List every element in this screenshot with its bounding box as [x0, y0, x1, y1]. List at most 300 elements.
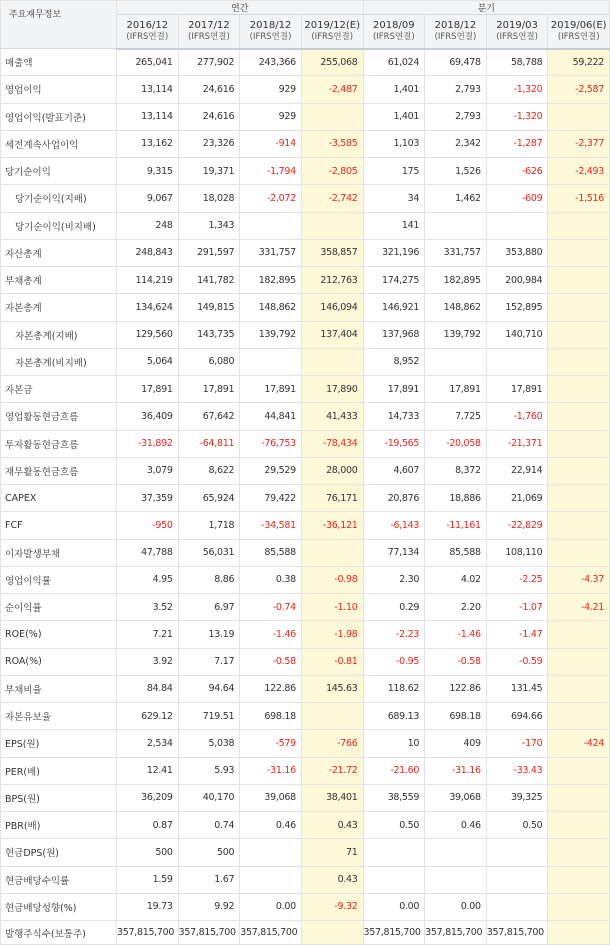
row-label[interactable]: 당기순이익(지배) — [1, 185, 117, 212]
row-label[interactable]: 당기순이익(비지배) — [1, 212, 117, 239]
table-cell: -1.07 — [486, 594, 548, 621]
table-cell: 7.17 — [178, 648, 240, 675]
column-header[interactable] — [117, 15, 179, 49]
table-row — [1, 485, 610, 512]
table-cell — [548, 103, 610, 130]
table-cell — [548, 539, 610, 566]
table-row — [1, 648, 610, 675]
table-cell: 28,000 — [301, 457, 363, 484]
row-label[interactable]: ROA(%) — [1, 648, 117, 675]
table-cell: 17,891 — [117, 376, 179, 403]
table-cell: 152,895 — [486, 294, 548, 321]
table-cell: 0.50 — [486, 812, 548, 839]
column-header[interactable] — [363, 15, 425, 49]
table-cell: 8,372 — [425, 457, 487, 484]
table-row — [1, 866, 610, 893]
table-cell — [425, 212, 487, 239]
table-cell: 148,862 — [240, 294, 302, 321]
column-period: 2017/12 — [188, 19, 230, 31]
table-row — [1, 675, 610, 702]
table-cell: -6,143 — [363, 512, 425, 539]
table-cell: 0.87 — [117, 812, 179, 839]
table-cell — [486, 348, 548, 375]
table-cell: 76,171 — [301, 485, 363, 512]
table-cell: 629.12 — [117, 703, 179, 730]
table-cell: 122.86 — [240, 675, 302, 702]
table-cell: 38,401 — [301, 784, 363, 811]
table-cell: 265,041 — [117, 49, 179, 76]
table-row — [1, 757, 610, 784]
table-cell: -2.25 — [486, 566, 548, 593]
column-period: 2018/12 — [249, 19, 292, 31]
table-cell — [548, 784, 610, 811]
table-cell: 13,114 — [117, 103, 179, 130]
table-cell: 12.41 — [117, 757, 179, 784]
table-cell: 248 — [117, 212, 179, 239]
table-cell: 2,793 — [425, 76, 487, 103]
table-cell: 9,315 — [117, 158, 179, 185]
row-label[interactable]: 자본금 — [1, 376, 117, 403]
table-cell — [548, 757, 610, 784]
table-cell — [301, 703, 363, 730]
table-cell: -21.60 — [363, 757, 425, 784]
table-row — [1, 703, 610, 730]
table-cell: 141,782 — [178, 267, 240, 294]
row-label[interactable]: 현금배당성향(%) — [1, 893, 117, 920]
table-cell: 39,068 — [425, 784, 487, 811]
table-cell: 1.59 — [117, 866, 179, 893]
table-cell: 8.86 — [178, 566, 240, 593]
column-basis: (IFRS연결) — [434, 31, 477, 42]
row-label[interactable]: 영업이익(발표기준) — [1, 103, 117, 130]
table-cell — [363, 839, 425, 866]
table-cell: 137,968 — [363, 321, 425, 348]
table-cell — [548, 921, 610, 945]
column-period: 2019/03 — [496, 19, 538, 31]
table-cell: 0.46 — [240, 812, 302, 839]
table-cell: 243,366 — [240, 49, 302, 76]
table-cell — [301, 103, 363, 130]
row-label[interactable]: 영업활동현금흐름 — [1, 403, 117, 430]
table-cell: 19.73 — [117, 893, 179, 920]
table-row — [1, 49, 610, 76]
table-row — [1, 430, 610, 457]
table-row — [1, 130, 610, 157]
row-label[interactable]: 발행주식수(보통주) — [1, 921, 117, 945]
table-cell: -914 — [240, 130, 302, 157]
table-cell: 141 — [363, 212, 425, 239]
column-period: 2019/06(E) — [550, 19, 607, 31]
column-header[interactable] — [425, 15, 487, 49]
table-cell: -2,487 — [301, 76, 363, 103]
row-label[interactable]: PBR(배) — [1, 812, 117, 839]
table-cell — [548, 621, 610, 648]
table-cell: 1,343 — [178, 212, 240, 239]
table-row — [1, 512, 610, 539]
table-cell — [240, 866, 302, 893]
table-cell: 200,984 — [486, 267, 548, 294]
table-body — [1, 49, 610, 945]
table-cell: -2,742 — [301, 185, 363, 212]
table-cell: 134,624 — [117, 294, 179, 321]
row-label[interactable]: PER(배) — [1, 757, 117, 784]
table-cell: -2,587 — [548, 76, 610, 103]
table-cell: 0.00 — [425, 893, 487, 920]
table-cell: -21,371 — [486, 430, 548, 457]
table-cell: 13,162 — [117, 130, 179, 157]
table-cell: -78,434 — [301, 430, 363, 457]
table-cell: 149,815 — [178, 294, 240, 321]
table-cell — [301, 212, 363, 239]
table-cell: -11,161 — [425, 512, 487, 539]
table-cell — [363, 866, 425, 893]
table-cell: 9.92 — [178, 893, 240, 920]
row-label[interactable]: 재무활동현금흐름 — [1, 457, 117, 484]
table-cell: -170 — [486, 730, 548, 757]
row-label[interactable]: 자본총계(지배) — [1, 321, 117, 348]
table-cell: 248,843 — [117, 239, 179, 266]
quarter-group-header: 분기 — [363, 1, 610, 15]
table-cell: 18,886 — [425, 485, 487, 512]
table-cell: 56,031 — [178, 539, 240, 566]
row-label[interactable]: 순이익률 — [1, 594, 117, 621]
table-cell: 65,924 — [178, 485, 240, 512]
table-row — [1, 376, 610, 403]
table-cell: -9.32 — [301, 893, 363, 920]
table-cell: 84.84 — [117, 675, 179, 702]
table-cell: 79,422 — [240, 485, 302, 512]
row-label[interactable]: 부채비율 — [1, 675, 117, 702]
table-cell: 14,733 — [363, 403, 425, 430]
table-cell — [548, 267, 610, 294]
column-period: 2019/12(E) — [304, 19, 361, 31]
table-cell: 114,219 — [117, 267, 179, 294]
table-cell: -950 — [117, 512, 179, 539]
table-cell: 17,891 — [240, 376, 302, 403]
table-cell: -0.98 — [301, 566, 363, 593]
column-header[interactable] — [240, 15, 302, 49]
table-cell: 10 — [363, 730, 425, 757]
table-cell — [548, 376, 610, 403]
table-cell: 148,862 — [425, 294, 487, 321]
table-cell: -22,829 — [486, 512, 548, 539]
table-row — [1, 103, 610, 130]
table-cell: 357,815,700 — [486, 921, 548, 945]
row-label[interactable]: 자본총계(비지배) — [1, 348, 117, 375]
table-cell: -4.37 — [548, 566, 610, 593]
table-cell — [301, 921, 363, 945]
table-cell: -579 — [240, 730, 302, 757]
table-cell — [548, 648, 610, 675]
table-cell: 17,891 — [486, 376, 548, 403]
column-header[interactable] — [548, 15, 610, 49]
table-cell: -34,581 — [240, 512, 302, 539]
table-cell: 139,792 — [240, 321, 302, 348]
row-label[interactable]: 투자활동현금흐름 — [1, 430, 117, 457]
table-corner-label: 주요재무정보 — [1, 1, 117, 49]
table-cell: 0.38 — [240, 566, 302, 593]
table-cell: -2,493 — [548, 158, 610, 185]
table-cell: 1,103 — [363, 130, 425, 157]
row-label[interactable]: 이자발생부채 — [1, 539, 117, 566]
table-cell: -2,377 — [548, 130, 610, 157]
table-cell — [548, 348, 610, 375]
column-header[interactable] — [178, 15, 240, 49]
table-cell: -609 — [486, 185, 548, 212]
table-cell: 1,462 — [425, 185, 487, 212]
table-row — [1, 321, 610, 348]
table-cell: -0.58 — [425, 648, 487, 675]
table-cell: 353,880 — [486, 239, 548, 266]
table-cell: 358,857 — [301, 239, 363, 266]
table-cell: -0.59 — [486, 648, 548, 675]
table-cell — [301, 348, 363, 375]
row-label[interactable]: 당기순이익 — [1, 158, 117, 185]
table-cell: -2.23 — [363, 621, 425, 648]
table-cell — [486, 866, 548, 893]
table-cell — [548, 403, 610, 430]
table-cell: -33.43 — [486, 757, 548, 784]
table-cell: 357,815,700 — [363, 921, 425, 945]
table-cell: 61,024 — [363, 49, 425, 76]
table-cell: 3.52 — [117, 594, 179, 621]
table-cell: 5,064 — [117, 348, 179, 375]
table-cell: 0.74 — [178, 812, 240, 839]
table-cell: -64,811 — [178, 430, 240, 457]
table-cell — [548, 294, 610, 321]
row-label[interactable]: 영업이익 — [1, 76, 117, 103]
table-cell: 500 — [117, 839, 179, 866]
table-cell — [548, 485, 610, 512]
table-cell: 1,401 — [363, 103, 425, 130]
table-cell: 1,718 — [178, 512, 240, 539]
table-cell: -1.10 — [301, 594, 363, 621]
table-cell: 182,895 — [425, 267, 487, 294]
table-cell: 0.43 — [301, 866, 363, 893]
table-cell: 146,094 — [301, 294, 363, 321]
table-cell — [548, 321, 610, 348]
table-row — [1, 784, 610, 811]
table-row — [1, 921, 610, 945]
table-cell: -1,320 — [486, 76, 548, 103]
table-row — [1, 294, 610, 321]
table-cell — [548, 457, 610, 484]
table-cell: 182,895 — [240, 267, 302, 294]
table-cell: 37,359 — [117, 485, 179, 512]
table-cell: 8,952 — [363, 348, 425, 375]
table-cell: -1,760 — [486, 403, 548, 430]
table-cell: 212,763 — [301, 267, 363, 294]
table-cell: 0.46 — [425, 812, 487, 839]
table-cell: 1,401 — [363, 76, 425, 103]
table-cell: -19,565 — [363, 430, 425, 457]
table-row — [1, 267, 610, 294]
table-cell: 3,079 — [117, 457, 179, 484]
table-row — [1, 348, 610, 375]
table-cell: 5.93 — [178, 757, 240, 784]
table-cell: 24,616 — [178, 103, 240, 130]
table-cell: -1,794 — [240, 158, 302, 185]
table-cell: 0.29 — [363, 594, 425, 621]
table-cell: 22,914 — [486, 457, 548, 484]
row-label[interactable]: 세전계속사업이익 — [1, 130, 117, 157]
table-row — [1, 403, 610, 430]
table-cell: -76,753 — [240, 430, 302, 457]
table-cell: 36,409 — [117, 403, 179, 430]
table-cell: 13,114 — [117, 76, 179, 103]
table-cell: 39,325 — [486, 784, 548, 811]
table-cell: 1,526 — [425, 158, 487, 185]
table-cell — [425, 866, 487, 893]
table-cell: 175 — [363, 158, 425, 185]
table-cell — [548, 812, 610, 839]
table-cell: 17,891 — [363, 376, 425, 403]
table-cell: 137,404 — [301, 321, 363, 348]
column-basis: (IFRS연결) — [188, 31, 230, 42]
table-row — [1, 76, 610, 103]
table-cell: 0.00 — [363, 893, 425, 920]
table-cell — [548, 675, 610, 702]
table-cell: -1.46 — [240, 621, 302, 648]
table-cell: 719.51 — [178, 703, 240, 730]
table-cell: 129,560 — [117, 321, 179, 348]
column-basis: (IFRS연결) — [126, 31, 169, 42]
column-basis: (IFRS연결) — [311, 31, 354, 42]
table-cell: -31,892 — [117, 430, 179, 457]
table-cell: 255,068 — [301, 49, 363, 76]
table-cell: 39,068 — [240, 784, 302, 811]
row-label[interactable]: 현금DPS(원) — [1, 839, 117, 866]
table-cell: 6.97 — [178, 594, 240, 621]
annual-group-header: 연간 — [117, 1, 364, 15]
row-label[interactable]: 자산총계 — [1, 239, 117, 266]
table-cell: 357,815,700 — [425, 921, 487, 945]
table-cell: -424 — [548, 730, 610, 757]
table-cell: 38,559 — [363, 784, 425, 811]
row-label[interactable]: 자본유보율 — [1, 703, 117, 730]
table-cell: 85,588 — [425, 539, 487, 566]
row-label[interactable]: EPS(원) — [1, 730, 117, 757]
table-cell: 77,134 — [363, 539, 425, 566]
row-label[interactable]: 매출액 — [1, 49, 117, 76]
table-cell: -0.58 — [240, 648, 302, 675]
table-cell: 2,534 — [117, 730, 179, 757]
table-cell: 2,342 — [425, 130, 487, 157]
table-cell: 44,841 — [240, 403, 302, 430]
table-cell: -626 — [486, 158, 548, 185]
table-cell — [548, 430, 610, 457]
column-basis: (IFRS연결) — [372, 31, 415, 42]
row-label[interactable]: 자본총계 — [1, 294, 117, 321]
table-cell: 1.67 — [178, 866, 240, 893]
table-cell: 3.92 — [117, 648, 179, 675]
table-cell: -2,072 — [240, 185, 302, 212]
table-cell: 698.18 — [240, 703, 302, 730]
table-cell: 500 — [178, 839, 240, 866]
table-cell: 4.95 — [117, 566, 179, 593]
table-cell — [240, 348, 302, 375]
row-label[interactable]: 현금배당수익률 — [1, 866, 117, 893]
column-basis: (IFRS연결) — [249, 31, 292, 42]
table-cell: -36,121 — [301, 512, 363, 539]
row-label[interactable]: 부채총계 — [1, 267, 117, 294]
table-cell: -766 — [301, 730, 363, 757]
table-cell — [548, 239, 610, 266]
column-period: 2016/12 — [126, 19, 169, 31]
table-row — [1, 566, 610, 593]
table-cell: 357,815,700 — [117, 921, 179, 945]
table-cell: 139,792 — [425, 321, 487, 348]
table-cell: 2.20 — [425, 594, 487, 621]
column-basis: (IFRS연결) — [496, 31, 538, 42]
column-header[interactable] — [486, 15, 548, 49]
table-cell: -31.16 — [425, 757, 487, 784]
table-cell: 0.00 — [240, 893, 302, 920]
column-header[interactable] — [301, 15, 363, 49]
table-cell: 321,196 — [363, 239, 425, 266]
table-cell: 9,067 — [117, 185, 179, 212]
table-cell: -3,585 — [301, 130, 363, 157]
row-label[interactable]: FCF — [1, 512, 117, 539]
table-cell: 118.62 — [363, 675, 425, 702]
table-cell: 13.19 — [178, 621, 240, 648]
table-cell: 8,622 — [178, 457, 240, 484]
table-cell — [240, 839, 302, 866]
row-label[interactable]: ROE(%) — [1, 621, 117, 648]
table-cell: 19,371 — [178, 158, 240, 185]
row-label[interactable]: BPS(원) — [1, 784, 117, 811]
table-cell: 357,815,700 — [178, 921, 240, 945]
table-row — [1, 812, 610, 839]
table-cell — [425, 839, 487, 866]
table-row — [1, 239, 610, 266]
table-cell — [425, 348, 487, 375]
table-cell — [301, 539, 363, 566]
table-cell — [548, 866, 610, 893]
column-period: 2018/09 — [373, 19, 415, 31]
table-cell: -1.46 — [425, 621, 487, 648]
table-cell: 17,891 — [425, 376, 487, 403]
table-cell: 40,170 — [178, 784, 240, 811]
table-cell: 357,815,700 — [240, 921, 302, 945]
table-cell: 409 — [425, 730, 487, 757]
table-cell: 24,616 — [178, 76, 240, 103]
table-cell: 4,607 — [363, 457, 425, 484]
row-label[interactable]: CAPEX — [1, 485, 117, 512]
table-cell: 7.21 — [117, 621, 179, 648]
table-row — [1, 839, 610, 866]
table-cell: 2,793 — [425, 103, 487, 130]
table-cell: -1,320 — [486, 103, 548, 130]
table-row — [1, 158, 610, 185]
table-cell — [548, 212, 610, 239]
table-cell — [240, 212, 302, 239]
table-cell: 58,788 — [486, 49, 548, 76]
table-cell — [486, 212, 548, 239]
table-cell: 145.63 — [301, 675, 363, 702]
table-cell: 108,110 — [486, 539, 548, 566]
table-cell: 698.18 — [425, 703, 487, 730]
table-cell: 20,876 — [363, 485, 425, 512]
table-cell: -1.98 — [301, 621, 363, 648]
table-cell: 7,725 — [425, 403, 487, 430]
table-cell: 85,588 — [240, 539, 302, 566]
table-cell: 69,478 — [425, 49, 487, 76]
row-label[interactable]: 영업이익률 — [1, 566, 117, 593]
table-cell: -4.21 — [548, 594, 610, 621]
table-cell: 71 — [301, 839, 363, 866]
table-cell: 146,921 — [363, 294, 425, 321]
